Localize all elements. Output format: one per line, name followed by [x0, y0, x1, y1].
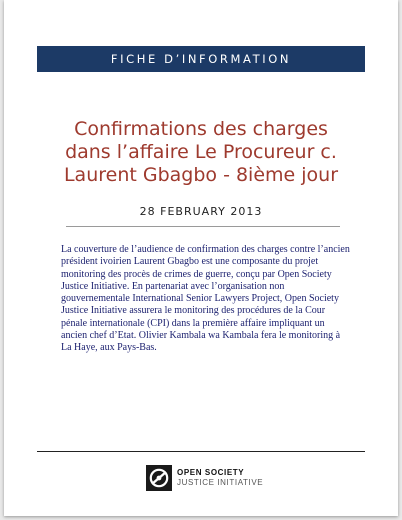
- title-line-1: Confirmations des charges: [74, 118, 328, 140]
- document-type-banner: FICHE D’INFORMATION: [37, 46, 365, 72]
- footer-divider: [37, 451, 365, 452]
- logo-text-line-2: JUSTICE INITIATIVE: [177, 478, 264, 487]
- document-title: [24, 118, 378, 187]
- body-paragraph: La couverture de l’audience de confirmation des charges contre l’ancien président ivoirien Laurent Gbagbo est une composante du projet monitoring des procès de crimes de guerre, conçu par Open Society Justice Initiative. En partenariat avec l’organisation non gouvernementale International Senior Lawyers Project, Open Society Justice Initiative assurera le monitoring des procédures de la Cour pénale internationale (CPI) dans la première affaire impliquant un ancien chef d’Etat. Olivier Kambala wa Kambala fera le monitoring à La Haye, aux Pays-Bas.: [61, 244, 350, 354]
- title-line-3: Laurent Gbagbo - 8ième jour: [63, 164, 339, 186]
- logo-text-line-1: OPEN SOCIETY: [177, 468, 245, 477]
- document-date: 28 FEBRUARY 2013: [139, 205, 263, 218]
- title-divider: [66, 226, 340, 227]
- open-society-logo-icon: [146, 465, 172, 491]
- title-line-2: dans l’affaire Le Procureur c.: [65, 141, 337, 163]
- organization-logo: [146, 464, 263, 492]
- document-page: [4, 0, 398, 516]
